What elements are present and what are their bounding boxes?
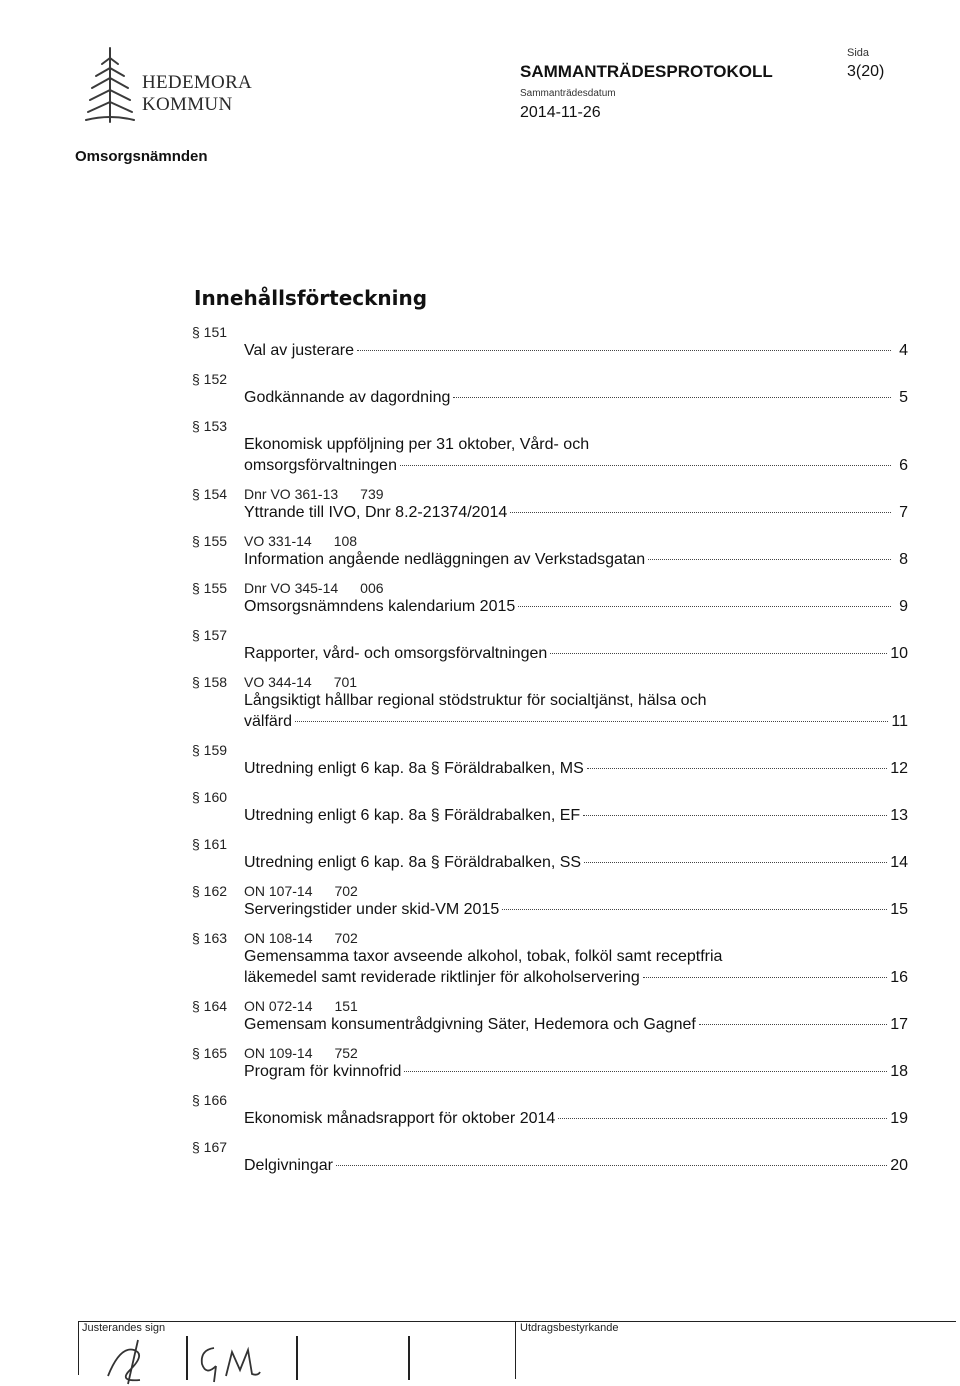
toc-entry: [192, 879, 908, 920]
dot-leader: [336, 1165, 887, 1166]
municipality-logo: [142, 72, 252, 116]
toc-entry: [192, 529, 908, 570]
section-number: § 164: [192, 998, 228, 1014]
dot-leader: [357, 350, 891, 351]
toc-entry-title: omsorgsförvaltningen: [244, 457, 397, 474]
case-number: VO 344-14: [244, 674, 312, 690]
dot-leader: [587, 768, 887, 769]
toc-entry: [192, 832, 908, 873]
signature-1-icon: [100, 1336, 170, 1386]
dot-leader: [648, 559, 891, 560]
toc-entry-title: Delgivningar: [244, 1157, 333, 1174]
section-number: § 166: [192, 1092, 228, 1108]
dot-leader: [583, 815, 887, 816]
case-number: ON 107-14: [244, 883, 313, 899]
toc-page-number: 13: [890, 807, 908, 824]
page-label: Sida: [847, 47, 870, 59]
case-number: VO 331-14: [244, 533, 312, 549]
section-number: § 154: [192, 486, 228, 502]
archive-code: 739: [360, 486, 384, 502]
toc-page-number: 18: [890, 1063, 908, 1080]
section-number: § 157: [192, 627, 228, 643]
section-number: § 153: [192, 418, 228, 434]
dot-leader: [550, 653, 887, 654]
toc-entry: [192, 738, 908, 779]
archive-code: 701: [333, 674, 358, 690]
toc-entry-title: Omsorgsnämndens kalendarium 2015: [244, 598, 516, 615]
dot-leader: [453, 397, 891, 398]
toc-entry-title: Rapporter, vård- och omsorgsförvaltningen: [244, 645, 548, 662]
dot-leader: [502, 909, 887, 910]
section-number: § 158: [192, 674, 228, 690]
toc-page-number: 14: [890, 854, 908, 871]
toc-page-number: 12: [890, 760, 908, 777]
section-number: § 152: [192, 371, 228, 387]
toc-entry: [192, 482, 908, 523]
toc-entry-title: Gemensamma taxor avseende alkohol, tobak, folköl samt receptfria: [244, 948, 723, 965]
archive-code: 752: [334, 1045, 358, 1061]
case-number: ON 072-14: [244, 998, 313, 1014]
dot-leader: [295, 721, 888, 722]
toc-page-number: 6: [899, 457, 908, 474]
toc-entry: [192, 576, 908, 617]
dot-leader: [699, 1024, 887, 1025]
signature-2-icon: [196, 1340, 276, 1384]
extract-certification-label: Utdragsbestyrkande: [520, 1322, 619, 1334]
page-number: 3(20): [847, 63, 885, 80]
table-of-contents: [192, 320, 908, 1182]
toc-page-number: 15: [890, 901, 908, 918]
toc-entry: [192, 414, 908, 476]
toc-entry-title: välfärd: [244, 713, 293, 730]
footer-divider: [78, 1321, 956, 1322]
dot-leader: [404, 1071, 887, 1072]
toc-page-number: 8: [899, 551, 908, 568]
footer-border-left: [78, 1321, 79, 1375]
toc-page-number: 9: [899, 598, 908, 615]
toc-page-number: 16: [890, 969, 908, 986]
toc-page-number: 17: [890, 1016, 908, 1033]
dot-leader: [510, 512, 891, 513]
archive-code: 702: [334, 883, 358, 899]
toc-entry-title: Yttrande till IVO, Dnr 8.2-21374/2014: [244, 504, 508, 521]
toc-entry-title: Ekonomisk månadsrapport för oktober 2014: [244, 1110, 556, 1127]
toc-entry-title: Ekonomisk uppföljning per 31 oktober, Vård- och: [244, 436, 590, 453]
toc-entry-title: Serveringstider under skid-VM 2015: [244, 901, 500, 918]
section-number: § 159: [192, 742, 228, 758]
signature-separator: [408, 1336, 410, 1380]
committee-name: Omsorgsnämnden: [75, 148, 208, 165]
signature-separator: [186, 1336, 188, 1380]
toc-entry: [192, 320, 908, 361]
toc-entry: [192, 623, 908, 664]
toc-entry-title: läkemedel samt reviderade riktlinjer för alkoholservering: [244, 969, 640, 986]
section-number: § 162: [192, 883, 228, 899]
case-number: ON 108-14: [244, 930, 313, 946]
logo-line-2: KOMMUN: [142, 94, 233, 115]
toc-entry: [192, 1041, 908, 1082]
toc-entry-title: Utredning enligt 6 kap. 8a § Föräldrabalken, SS: [244, 854, 582, 871]
meeting-date: 2014-11-26: [520, 104, 601, 121]
section-number: § 165: [192, 1045, 228, 1061]
archive-code: 702: [334, 930, 358, 946]
document-title: SAMMANTRÄDESPROTOKOLL: [520, 62, 773, 81]
logo-line-1: HEDEMORA: [142, 72, 253, 93]
toc-entry: [192, 785, 908, 826]
toc-entry: [192, 1135, 908, 1176]
signature-label: Justerandes sign: [82, 1322, 166, 1334]
section-number: § 167: [192, 1139, 228, 1155]
toc-entry-title: Utredning enligt 6 kap. 8a § Föräldrabalken, EF: [244, 807, 581, 824]
archive-code: 006: [360, 580, 384, 596]
dot-leader: [518, 606, 891, 607]
dot-leader: [558, 1118, 887, 1119]
case-number: ON 109-14: [244, 1045, 313, 1061]
toc-page-number: 10: [890, 645, 908, 662]
toc-entry-title: Långsiktigt hållbar regional stödstruktur för socialtjänst, hälsa och: [244, 692, 707, 709]
toc-page-number: 19: [890, 1110, 908, 1127]
dot-leader: [643, 977, 887, 978]
case-number: Dnr VO 345-14: [244, 580, 339, 596]
toc-entry-title: Information angående nedläggningen av Verkstadsgatan: [244, 551, 646, 568]
archive-code: 108: [333, 533, 358, 549]
toc-entry-title: Utredning enligt 6 kap. 8a § Föräldrabalken, MS: [244, 760, 584, 777]
signature-separator: [515, 1321, 516, 1379]
toc-entry: [192, 367, 908, 408]
case-number: Dnr VO 361-13: [244, 486, 339, 502]
signature-separator: [296, 1336, 298, 1380]
toc-entry-title: Program för kvinnofrid: [244, 1063, 402, 1080]
toc-entry: [192, 1088, 908, 1129]
archive-code: 151: [334, 998, 358, 1014]
section-number: § 160: [192, 789, 228, 805]
coat-of-arms-icon: [80, 44, 140, 126]
dot-leader: [584, 862, 887, 863]
section-number: § 163: [192, 930, 228, 946]
toc-entry: [192, 994, 908, 1035]
toc-entry-title: Val av justerare: [244, 342, 354, 359]
section-number: § 155: [192, 533, 228, 549]
toc-page-number: 20: [890, 1157, 908, 1174]
toc-page-number: 5: [899, 389, 908, 406]
toc-page-number: 11: [891, 713, 908, 730]
toc-entry: [192, 670, 908, 732]
dot-leader: [400, 465, 891, 466]
toc-entry-title: Gemensam konsumentrådgivning Säter, Hedemora och Gagnef: [244, 1016, 696, 1033]
toc-page-number: 4: [899, 342, 908, 359]
section-number: § 161: [192, 836, 228, 852]
toc-entry: [192, 926, 908, 988]
section-number: § 155: [192, 580, 228, 596]
toc-heading: Innehållsförteckning: [194, 286, 428, 310]
meeting-date-label: Sammanträdesdatum: [520, 88, 616, 99]
section-number: § 151: [192, 324, 228, 340]
toc-page-number: 7: [899, 504, 908, 521]
toc-entry-title: Godkännande av dagordning: [244, 389, 451, 406]
